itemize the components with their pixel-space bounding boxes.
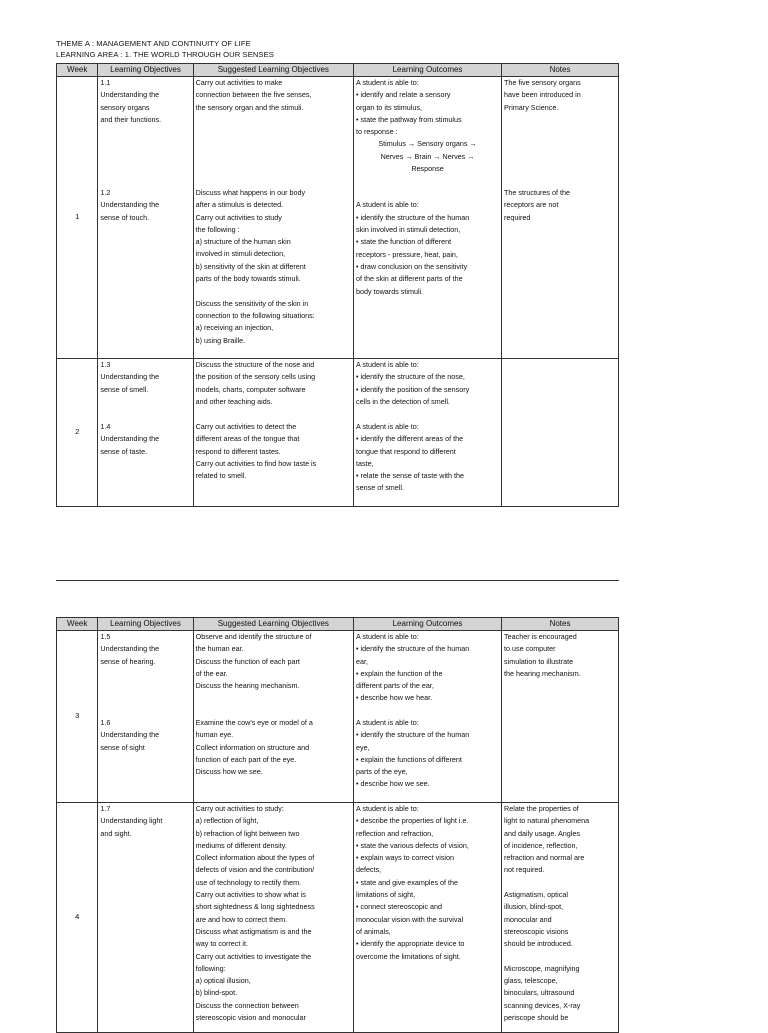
notes-cell [502,77,619,359]
outcome-text: A student is able to: • identify the structure of the human ear, • explain the function of the different parts of the ear, • describe how we hear. [356,632,470,703]
outcomes-cell [354,803,502,1033]
week-cell: 1 [57,77,98,359]
activities-cell [193,77,353,359]
col-learning-objectives: Learning Objectives [98,618,193,631]
outcome-text: A student is able to: • identify the structure of the nose, • identify the position of the sensory cells in the detection of smell. [356,360,470,406]
activity-text: Discuss the structure of the nose and the position of the sensory cells using models, charts, computer software and other teaching aids. [195,360,316,406]
outcomes-cell [354,631,502,803]
objective-text: 1.3 Understanding the sense of smell. [100,360,160,394]
notes-text: Relate the properties of light to natural phenomena and daily usage. Angles of incidence, reflection, refraction and normal are not required. Astigmatism, optical illusion, blind-spot, monocular and stereoscopic visions should be introduced. Microscope, magnifying glass, telescope, binoculars, ultrasound scanning devices, X-ray periscope should be [504,804,590,1023]
activity-text: Carry out activities to detect the different areas of the tongue that respond to different tastes. Carry out activities to find how taste is related to smell. [195,422,317,481]
table-row [57,803,619,1033]
activities-cell [193,803,353,1033]
outcome-text: A student is able to: • describe the properties of light i.e. reflection and refraction, • state the various defects of vision, • explain ways to correct vision defects, • state and give examples of the limitations of sight, • connect stereoscopic and monocular vision with the survival of animals, • identify the appropriate device to overcome the limitations of sight. [356,804,469,961]
outcomes-cell [354,359,502,507]
activity-text: Carry out activities to study: a) reflection of light, b) refraction of light between two mediums of different density. Collect information about the types of defects of vision and the contribution/ use of technology to rectify them. Carry out activities to show what is short sightedness & long sightedness are and how to correct them. Discuss what astigmatism is and the way to correct it. Carry out activities to investigate the following: a) optical illusion, b) blind-spot. Discuss the connection between stereoscopic vision and monocular [195,804,315,1023]
notes-text: The structures of the receptors are not required [504,188,570,222]
table-header-row [57,618,619,631]
objective-text: 1.4 Understanding the sense of taste. [100,422,160,456]
page-separator [56,580,619,581]
activity-text: Observe and identify the structure of the human ear. Discuss the function of each part of the ear. Discuss the hearing mechanism. [195,632,312,691]
col-learning-outcomes: Learning Outcomes [354,618,502,631]
table-row [57,631,619,803]
table-row [57,359,619,507]
table-row [57,77,619,359]
syllabus-table-2 [56,617,619,1033]
activity-text: Discuss what happens in our body after a stimulus is detected. Carry out activities to study the following : a) structure of the human skin involved in stimuli detection, b) sensitivity of the skin at different parts of the body towards stimuli. Discuss the sensitivity of the skin in connection to the following situations: a) receiving an injection, b) using Braille. [195,188,315,345]
notes-cell [502,359,619,507]
week-cell: 2 [57,359,98,507]
week-cell: 4 [57,803,98,1033]
objectives-cell [98,359,193,507]
notes-cell [502,631,619,803]
objectives-cell [98,803,193,1033]
document-header [56,38,274,60]
table-header-row [57,64,619,77]
activities-cell [193,631,353,803]
outcome-text: A student is able to: • identify the structure of the human skin involved in stimuli detection, • state the function of different receptors - pressure, heat, pain, • draw conclusion on the sensitivity of the skin at different parts of the body towards stimuli. [356,200,470,296]
outcome-text: A student is able to: • identify and relate a sensory organ to its stimulus, • state the pathway from stimulus to response : [356,78,462,137]
col-learning-objectives: Learning Objectives [98,64,193,77]
outcomes-cell [354,77,502,359]
col-notes: Notes [502,618,619,631]
learning-area-title: LEARNING AREA : 1. THE WORLD THROUGH OUR SENSES [56,50,274,59]
outcome-text: A student is able to: • identify the different areas of the tongue that respond to different taste, • relate the sense of taste with the sense of smell. [356,422,465,493]
col-week: Week [57,64,98,77]
notes-text: The five sensory organs have been introduced in Primary Science. [504,78,581,112]
pathway-text: Stimulus → Sensory organs → Nerves → Brain → Nerves → Response [378,139,477,174]
objectives-cell [98,631,193,803]
objective-text: 1.1 Understanding the sensory organs and their functions. [100,78,162,124]
objectives-cell [98,77,193,359]
activities-cell [193,359,353,507]
objective-text: 1.2 Understanding the sense of touch. [100,188,160,222]
objective-text: 1.7 Understanding light and sight. [100,804,163,838]
activity-text: Examine the cow's eye or model of a human eye. Collect information on structure and function of each part of the eye. Discuss how we see. [195,718,313,777]
outcome-text: A student is able to: • identify the structure of the human eye, • explain the functions of different parts of the eye, • describe how we see. [356,718,470,789]
col-week: Week [57,618,98,631]
col-suggested-activities: Suggested Learning Objectives [193,64,353,77]
objective-text: 1.5 Understanding the sense of hearing. [100,632,160,666]
objective-text: 1.6 Understanding the sense of sight [100,718,160,752]
syllabus-table-1 [56,63,619,507]
col-suggested-activities: Suggested Learning Objectives [193,618,353,631]
theme-title: THEME A : MANAGEMENT AND CONTINUITY OF LIFE [56,39,251,48]
week-cell: 3 [57,631,98,803]
activity-text: Carry out activities to make connection between the five senses, the sensory organ and the stimuli. [195,78,312,112]
notes-text: Teacher is encouraged to use computer simulation to illustrate the hearing mechanism. [504,632,581,678]
col-learning-outcomes: Learning Outcomes [354,64,502,77]
col-notes: Notes [502,64,619,77]
notes-cell [502,803,619,1033]
